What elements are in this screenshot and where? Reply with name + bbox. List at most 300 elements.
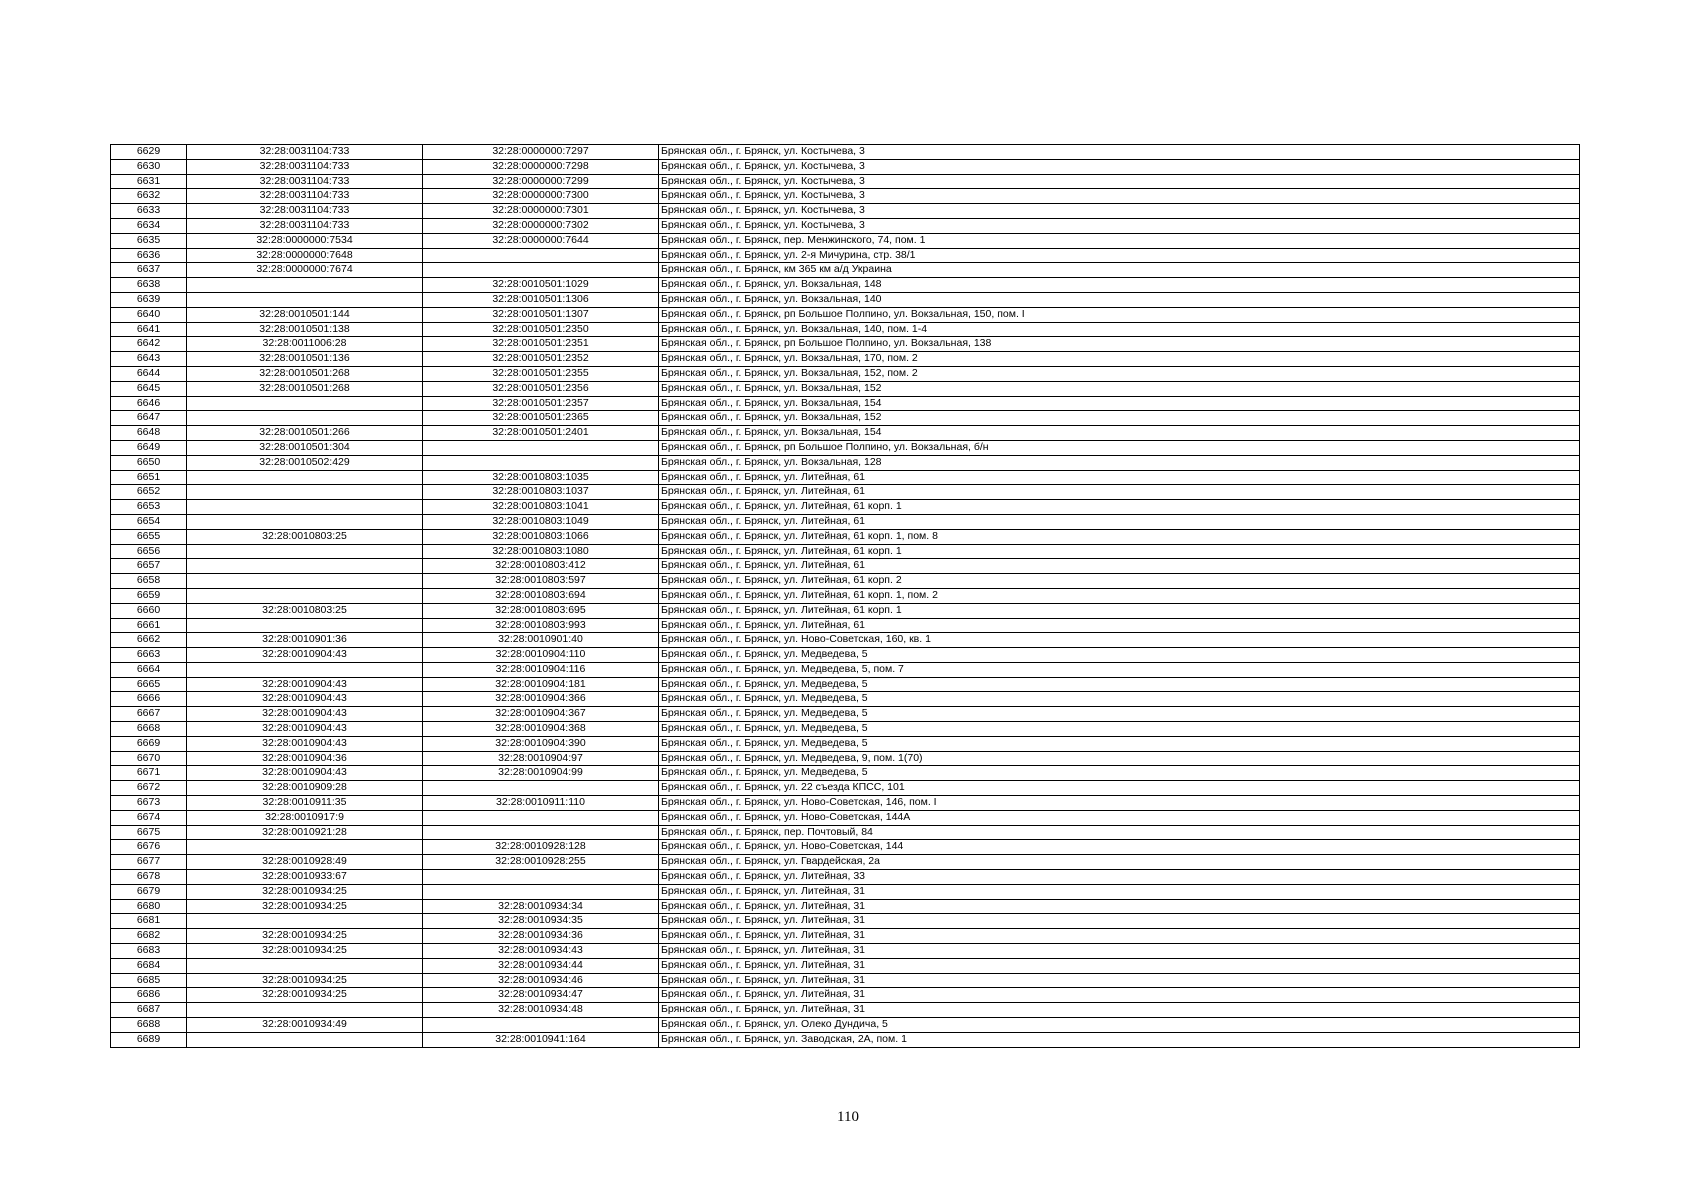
- row-number-cell: 6638: [111, 278, 187, 293]
- object-number-cell: 32:28:0010904:99: [423, 766, 659, 781]
- object-number-cell: 32:28:0010501:1306: [423, 292, 659, 307]
- address-cell: Брянская обл., г. Брянск, ул. Вокзальная, 152: [659, 381, 1580, 396]
- address-cell: Брянская обл., г. Брянск, ул. 2-я Мичурина, стр. 38/1: [659, 248, 1580, 263]
- parcel-number-cell: 32:28:0010921:28: [187, 825, 423, 840]
- row-number-cell: 6655: [111, 529, 187, 544]
- object-number-cell: 32:28:0010934:48: [423, 1003, 659, 1018]
- row-number-cell: 6687: [111, 1003, 187, 1018]
- parcel-number-cell: 32:28:0000000:7648: [187, 248, 423, 263]
- table-row: [111, 1032, 1580, 1047]
- row-number-cell: 6679: [111, 884, 187, 899]
- object-number-cell: [423, 455, 659, 470]
- parcel-number-cell: 32:28:0010934:25: [187, 884, 423, 899]
- table-row: [111, 337, 1580, 352]
- address-cell: Брянская обл., г. Брянск, ул. Литейная, 31: [659, 973, 1580, 988]
- row-number-cell: 6680: [111, 899, 187, 914]
- parcel-number-cell: 32:28:0010917:9: [187, 810, 423, 825]
- parcel-number-cell: 32:28:0010904:43: [187, 692, 423, 707]
- parcel-number-cell: [187, 396, 423, 411]
- object-number-cell: 32:28:0010904:366: [423, 692, 659, 707]
- parcel-number-cell: 32:28:0010934:25: [187, 973, 423, 988]
- row-number-cell: 6660: [111, 603, 187, 618]
- object-number-cell: 32:28:0000000:7302: [423, 218, 659, 233]
- row-number-cell: 6683: [111, 944, 187, 959]
- table-row: [111, 440, 1580, 455]
- row-number-cell: 6668: [111, 722, 187, 737]
- address-cell: Брянская обл., г. Брянск, ул. Литейная, 31: [659, 988, 1580, 1003]
- table-row: [111, 722, 1580, 737]
- object-number-cell: 32:28:0010904:181: [423, 677, 659, 692]
- table-row: [111, 825, 1580, 840]
- row-number-cell: 6650: [111, 455, 187, 470]
- row-number-cell: 6669: [111, 736, 187, 751]
- address-cell: Брянская обл., г. Брянск, ул. Вокзальная, 154: [659, 426, 1580, 441]
- parcel-number-cell: 32:28:0010934:25: [187, 899, 423, 914]
- object-number-cell: [423, 263, 659, 278]
- object-number-cell: 32:28:0010501:2357: [423, 396, 659, 411]
- table-row: [111, 588, 1580, 603]
- parcel-number-cell: 32:28:0010904:43: [187, 648, 423, 663]
- address-cell: Брянская обл., г. Брянск, км 365 км а/д Украина: [659, 263, 1580, 278]
- parcel-number-cell: 32:28:0010901:36: [187, 633, 423, 648]
- parcel-number-cell: 32:28:0010803:25: [187, 529, 423, 544]
- parcel-number-cell: 32:28:0000000:7674: [187, 263, 423, 278]
- table-row: [111, 529, 1580, 544]
- address-cell: Брянская обл., г. Брянск, ул. Литейная, 33: [659, 870, 1580, 885]
- object-number-cell: 32:28:0010501:2352: [423, 352, 659, 367]
- parcel-number-cell: 32:28:0031104:733: [187, 204, 423, 219]
- parcel-number-cell: 32:28:0010904:43: [187, 722, 423, 737]
- table-row: [111, 455, 1580, 470]
- row-number-cell: 6647: [111, 411, 187, 426]
- parcel-number-cell: 32:28:0010928:49: [187, 855, 423, 870]
- object-number-cell: 32:28:0010803:412: [423, 559, 659, 574]
- address-cell: Брянская обл., г. Брянск, ул. Литейная, 61: [659, 514, 1580, 529]
- table-row: [111, 218, 1580, 233]
- address-cell: Брянская обл., г. Брянск, ул. Медведева, 5: [659, 722, 1580, 737]
- row-number-cell: 6640: [111, 307, 187, 322]
- table-row: [111, 958, 1580, 973]
- parcel-number-cell: [187, 544, 423, 559]
- table-row: [111, 396, 1580, 411]
- table-row: [111, 470, 1580, 485]
- row-number-cell: 6644: [111, 366, 187, 381]
- object-number-cell: [423, 810, 659, 825]
- object-number-cell: [423, 870, 659, 885]
- address-cell: Брянская обл., г. Брянск, ул. Вокзальная, 170, пом. 2: [659, 352, 1580, 367]
- object-number-cell: [423, 825, 659, 840]
- table-row: [111, 500, 1580, 515]
- object-number-cell: 32:28:0010904:116: [423, 662, 659, 677]
- table-row: [111, 633, 1580, 648]
- row-number-cell: 6648: [111, 426, 187, 441]
- address-cell: Брянская обл., г. Брянск, ул. Вокзальная, 140, пом. 1-4: [659, 322, 1580, 337]
- object-number-cell: 32:28:0000000:7300: [423, 189, 659, 204]
- table-row: [111, 233, 1580, 248]
- parcel-number-cell: [187, 662, 423, 677]
- object-number-cell: 32:28:0000000:7644: [423, 233, 659, 248]
- object-number-cell: 32:28:0010803:1066: [423, 529, 659, 544]
- table-row: [111, 766, 1580, 781]
- object-number-cell: 32:28:0010904:368: [423, 722, 659, 737]
- parcel-number-cell: 32:28:0010933:67: [187, 870, 423, 885]
- address-cell: Брянская обл., г. Брянск, ул. Медведева, 5: [659, 736, 1580, 751]
- table-row: [111, 736, 1580, 751]
- table-row: [111, 352, 1580, 367]
- address-cell: Брянская обл., г. Брянск, ул. Костычева, 3: [659, 174, 1580, 189]
- object-number-cell: 32:28:0010803:1080: [423, 544, 659, 559]
- table-row: [111, 544, 1580, 559]
- row-number-cell: 6674: [111, 810, 187, 825]
- address-cell: Брянская обл., г. Брянск, ул. Костычева, 3: [659, 145, 1580, 160]
- object-number-cell: 32:28:0010501:2356: [423, 381, 659, 396]
- object-number-cell: 32:28:0010501:2365: [423, 411, 659, 426]
- object-number-cell: 32:28:0010501:1307: [423, 307, 659, 322]
- parcel-number-cell: [187, 1003, 423, 1018]
- parcel-number-cell: [187, 588, 423, 603]
- row-number-cell: 6667: [111, 707, 187, 722]
- row-number-cell: 6654: [111, 514, 187, 529]
- address-cell: Брянская обл., г. Брянск, ул. Вокзальная, 152: [659, 411, 1580, 426]
- table-row: [111, 692, 1580, 707]
- object-number-cell: 32:28:0010904:367: [423, 707, 659, 722]
- table-row: [111, 174, 1580, 189]
- address-cell: Брянская обл., г. Брянск, ул. Литейная, 61 корп. 1: [659, 544, 1580, 559]
- address-cell: Брянская обл., г. Брянск, ул. Костычева, 3: [659, 189, 1580, 204]
- table-row: [111, 751, 1580, 766]
- address-cell: Брянская обл., г. Брянск, ул. Литейная, 61: [659, 559, 1580, 574]
- address-cell: Брянская обл., г. Брянск, рп Большое Полпино, ул. Вокзальная, б/н: [659, 440, 1580, 455]
- parcel-number-cell: 32:28:0031104:733: [187, 145, 423, 160]
- parcel-number-cell: 32:28:0010934:25: [187, 944, 423, 959]
- object-number-cell: 32:28:0000000:7298: [423, 159, 659, 174]
- address-cell: Брянская обл., г. Брянск, ул. Ново-Советская, 144А: [659, 810, 1580, 825]
- object-number-cell: 32:28:0010803:694: [423, 588, 659, 603]
- row-number-cell: 6673: [111, 796, 187, 811]
- table-row: [111, 145, 1580, 160]
- row-number-cell: 6641: [111, 322, 187, 337]
- parcel-number-cell: 32:28:0010502:429: [187, 455, 423, 470]
- parcel-number-cell: 32:28:0031104:733: [187, 159, 423, 174]
- parcel-number-cell: [187, 840, 423, 855]
- parcel-number-cell: [187, 559, 423, 574]
- table-row: [111, 381, 1580, 396]
- object-number-cell: 32:28:0010803:1035: [423, 470, 659, 485]
- table-row: [111, 322, 1580, 337]
- object-number-cell: 32:28:0010934:36: [423, 929, 659, 944]
- address-cell: Брянская обл., г. Брянск, ул. Медведева, 5: [659, 707, 1580, 722]
- table-row: [111, 662, 1580, 677]
- parcel-number-cell: 32:28:0010934:49: [187, 1018, 423, 1033]
- address-cell: Брянская обл., г. Брянск, ул. Литейная, 31: [659, 884, 1580, 899]
- object-number-cell: 32:28:0010934:35: [423, 914, 659, 929]
- parcel-number-cell: [187, 292, 423, 307]
- object-number-cell: 32:28:0010934:43: [423, 944, 659, 959]
- row-number-cell: 6634: [111, 218, 187, 233]
- table-row: [111, 366, 1580, 381]
- address-cell: Брянская обл., г. Брянск, ул. Литейная, 61 корп. 1, пом. 2: [659, 588, 1580, 603]
- object-number-cell: 32:28:0010501:2401: [423, 426, 659, 441]
- table-row: [111, 810, 1580, 825]
- parcel-number-cell: 32:28:0011006:28: [187, 337, 423, 352]
- row-number-cell: 6639: [111, 292, 187, 307]
- table-row: [111, 559, 1580, 574]
- table-row: [111, 248, 1580, 263]
- address-cell: Брянская обл., г. Брянск, пер. Менжинского, 74, пом. 1: [659, 233, 1580, 248]
- table-row: [111, 677, 1580, 692]
- object-number-cell: 32:28:0010803:597: [423, 574, 659, 589]
- table-row: [111, 292, 1580, 307]
- object-number-cell: 32:28:0010928:255: [423, 855, 659, 870]
- object-number-cell: [423, 884, 659, 899]
- table-row: [111, 1018, 1580, 1033]
- object-number-cell: [423, 1018, 659, 1033]
- parcel-number-cell: [187, 574, 423, 589]
- table-row: [111, 988, 1580, 1003]
- parcel-number-cell: [187, 1032, 423, 1047]
- parcel-number-cell: [187, 514, 423, 529]
- row-number-cell: 6681: [111, 914, 187, 929]
- object-number-cell: 32:28:0010501:2350: [423, 322, 659, 337]
- row-number-cell: 6686: [111, 988, 187, 1003]
- table-row: [111, 929, 1580, 944]
- object-number-cell: [423, 781, 659, 796]
- row-number-cell: 6631: [111, 174, 187, 189]
- address-cell: Брянская обл., г. Брянск, ул. Литейная, 31: [659, 1003, 1580, 1018]
- object-number-cell: 32:28:0010904:110: [423, 648, 659, 663]
- parcel-number-cell: [187, 500, 423, 515]
- parcel-number-cell: [187, 914, 423, 929]
- address-cell: Брянская обл., г. Брянск, ул. Вокзальная, 128: [659, 455, 1580, 470]
- table-row: [111, 263, 1580, 278]
- parcel-number-cell: 32:28:0000000:7534: [187, 233, 423, 248]
- address-cell: Брянская обл., г. Брянск, ул. Ново-Советская, 160, кв. 1: [659, 633, 1580, 648]
- address-cell: Брянская обл., г. Брянск, ул. Литейная, 31: [659, 929, 1580, 944]
- parcel-number-cell: [187, 958, 423, 973]
- row-number-cell: 6630: [111, 159, 187, 174]
- row-number-cell: 6661: [111, 618, 187, 633]
- address-cell: Брянская обл., г. Брянск, ул. Вокзальная, 152, пом. 2: [659, 366, 1580, 381]
- address-cell: Брянская обл., г. Брянск, пер. Почтовый, 84: [659, 825, 1580, 840]
- parcel-number-cell: 32:28:0031104:733: [187, 218, 423, 233]
- row-number-cell: 6676: [111, 840, 187, 855]
- table-row: [111, 307, 1580, 322]
- row-number-cell: 6678: [111, 870, 187, 885]
- address-cell: Брянская обл., г. Брянск, ул. Медведева, 5: [659, 692, 1580, 707]
- address-cell: Брянская обл., г. Брянск, ул. Литейная, 61 корп. 2: [659, 574, 1580, 589]
- address-cell: Брянская обл., г. Брянск, ул. Литейная, 31: [659, 958, 1580, 973]
- table-row: [111, 159, 1580, 174]
- object-number-cell: 32:28:0010803:1041: [423, 500, 659, 515]
- row-number-cell: 6636: [111, 248, 187, 263]
- row-number-cell: 6657: [111, 559, 187, 574]
- table-row: [111, 278, 1580, 293]
- object-number-cell: 32:28:0010934:47: [423, 988, 659, 1003]
- table-row: [111, 411, 1580, 426]
- object-number-cell: 32:28:0000000:7299: [423, 174, 659, 189]
- address-cell: Брянская обл., г. Брянск, ул. Литейная, 31: [659, 944, 1580, 959]
- row-number-cell: 6629: [111, 145, 187, 160]
- parcel-number-cell: 32:28:0010904:43: [187, 707, 423, 722]
- address-cell: Брянская обл., г. Брянск, ул. Литейная, 61 корп. 1, пом. 8: [659, 529, 1580, 544]
- table-row: [111, 204, 1580, 219]
- parcel-number-cell: 32:28:0010904:36: [187, 751, 423, 766]
- address-cell: Брянская обл., г. Брянск, ул. Литейная, 61 корп. 1: [659, 603, 1580, 618]
- table-row: [111, 514, 1580, 529]
- address-cell: Брянская обл., г. Брянск, рп Большое Полпино, ул. Вокзальная, 150, пом. I: [659, 307, 1580, 322]
- row-number-cell: 6646: [111, 396, 187, 411]
- object-number-cell: 32:28:0000000:7301: [423, 204, 659, 219]
- row-number-cell: 6632: [111, 189, 187, 204]
- row-number-cell: 6684: [111, 958, 187, 973]
- parcel-number-cell: 32:28:0010904:43: [187, 677, 423, 692]
- table-body: [111, 145, 1580, 1048]
- parcel-number-cell: 32:28:0031104:733: [187, 189, 423, 204]
- object-number-cell: 32:28:0010501:2355: [423, 366, 659, 381]
- address-cell: Брянская обл., г. Брянск, ул. Медведева, 5, пом. 7: [659, 662, 1580, 677]
- row-number-cell: 6672: [111, 781, 187, 796]
- object-number-cell: 32:28:0010934:34: [423, 899, 659, 914]
- address-cell: Брянская обл., г. Брянск, ул. Костычева, 3: [659, 159, 1580, 174]
- table-row: [111, 914, 1580, 929]
- table-row: [111, 426, 1580, 441]
- object-number-cell: 32:28:0010803:695: [423, 603, 659, 618]
- address-cell: Брянская обл., г. Брянск, ул. Литейная, 61 корп. 1: [659, 500, 1580, 515]
- object-number-cell: 32:28:0010928:128: [423, 840, 659, 855]
- page-number: 110: [837, 1109, 859, 1125]
- object-number-cell: [423, 440, 659, 455]
- row-number-cell: 6633: [111, 204, 187, 219]
- table-row: [111, 899, 1580, 914]
- row-number-cell: 6685: [111, 973, 187, 988]
- row-number-cell: 6682: [111, 929, 187, 944]
- address-cell: Брянская обл., г. Брянск, рп Большое Полпино, ул. Вокзальная, 138: [659, 337, 1580, 352]
- parcel-number-cell: 32:28:0010501:268: [187, 381, 423, 396]
- parcel-number-cell: 32:28:0010911:35: [187, 796, 423, 811]
- row-number-cell: 6643: [111, 352, 187, 367]
- parcel-number-cell: 32:28:0010501:138: [187, 322, 423, 337]
- address-cell: Брянская обл., г. Брянск, ул. Литейная, 31: [659, 899, 1580, 914]
- parcel-number-cell: 32:28:0010501:136: [187, 352, 423, 367]
- object-number-cell: 32:28:0010901:40: [423, 633, 659, 648]
- row-number-cell: 6665: [111, 677, 187, 692]
- object-number-cell: 32:28:0010803:993: [423, 618, 659, 633]
- parcel-number-cell: 32:28:0010909:28: [187, 781, 423, 796]
- row-number-cell: 6663: [111, 648, 187, 663]
- address-cell: Брянская обл., г. Брянск, ул. Ново-Советская, 146, пом. I: [659, 796, 1580, 811]
- table-row: [111, 944, 1580, 959]
- table-row: [111, 648, 1580, 663]
- row-number-cell: 6662: [111, 633, 187, 648]
- object-number-cell: 32:28:0010904:97: [423, 751, 659, 766]
- parcel-number-cell: 32:28:0010501:268: [187, 366, 423, 381]
- registry-table: [110, 144, 1580, 1048]
- parcel-number-cell: 32:28:0010934:25: [187, 988, 423, 1003]
- address-cell: Брянская обл., г. Брянск, ул. Литейная, 61: [659, 470, 1580, 485]
- parcel-number-cell: 32:28:0010904:43: [187, 766, 423, 781]
- address-cell: Брянская обл., г. Брянск, ул. Вокзальная, 140: [659, 292, 1580, 307]
- table-row: [111, 884, 1580, 899]
- table-row: [111, 574, 1580, 589]
- object-number-cell: [423, 248, 659, 263]
- object-number-cell: 32:28:0010803:1049: [423, 514, 659, 529]
- table-row: [111, 973, 1580, 988]
- row-number-cell: 6689: [111, 1032, 187, 1047]
- row-number-cell: 6652: [111, 485, 187, 500]
- row-number-cell: 6666: [111, 692, 187, 707]
- table-row: [111, 781, 1580, 796]
- address-cell: Брянская обл., г. Брянск, ул. Вокзальная, 148: [659, 278, 1580, 293]
- object-number-cell: 32:28:0010934:46: [423, 973, 659, 988]
- parcel-number-cell: 32:28:0010934:25: [187, 929, 423, 944]
- row-number-cell: 6637: [111, 263, 187, 278]
- address-cell: Брянская обл., г. Брянск, ул. Костычева, 3: [659, 204, 1580, 219]
- row-number-cell: 6664: [111, 662, 187, 677]
- row-number-cell: 6642: [111, 337, 187, 352]
- address-cell: Брянская обл., г. Брянск, ул. Литейная, 61: [659, 485, 1580, 500]
- object-number-cell: 32:28:0010934:44: [423, 958, 659, 973]
- object-number-cell: 32:28:0010941:164: [423, 1032, 659, 1047]
- table-row: [111, 796, 1580, 811]
- object-number-cell: 32:28:0010501:2351: [423, 337, 659, 352]
- row-number-cell: 6653: [111, 500, 187, 515]
- table-row: [111, 870, 1580, 885]
- object-number-cell: 32:28:0010904:390: [423, 736, 659, 751]
- address-cell: Брянская обл., г. Брянск, ул. Ново-Советская, 144: [659, 840, 1580, 855]
- row-number-cell: 6659: [111, 588, 187, 603]
- parcel-number-cell: [187, 618, 423, 633]
- address-cell: Брянская обл., г. Брянск, ул. Гвардейская, 2а: [659, 855, 1580, 870]
- row-number-cell: 6649: [111, 440, 187, 455]
- object-number-cell: 32:28:0010911:110: [423, 796, 659, 811]
- address-cell: Брянская обл., г. Брянск, ул. Медведева, 5: [659, 648, 1580, 663]
- address-cell: Брянская обл., г. Брянск, ул. Медведева, 9, пом. 1(70): [659, 751, 1580, 766]
- table-row: [111, 603, 1580, 618]
- address-cell: Брянская обл., г. Брянск, ул. Костычева, 3: [659, 218, 1580, 233]
- address-cell: Брянская обл., г. Брянск, ул. Заводская, 2А, пом. 1: [659, 1032, 1580, 1047]
- row-number-cell: 6635: [111, 233, 187, 248]
- row-number-cell: 6645: [111, 381, 187, 396]
- table-row: [111, 189, 1580, 204]
- object-number-cell: 32:28:0000000:7297: [423, 145, 659, 160]
- parcel-number-cell: 32:28:0010501:304: [187, 440, 423, 455]
- row-number-cell: 6677: [111, 855, 187, 870]
- table-row: [111, 840, 1580, 855]
- table-row: [111, 485, 1580, 500]
- object-number-cell: 32:28:0010803:1037: [423, 485, 659, 500]
- address-cell: Брянская обл., г. Брянск, ул. Литейная, 61: [659, 618, 1580, 633]
- address-cell: Брянская обл., г. Брянск, ул. Медведева, 5: [659, 677, 1580, 692]
- row-number-cell: 6670: [111, 751, 187, 766]
- parcel-number-cell: 32:28:0010803:25: [187, 603, 423, 618]
- row-number-cell: 6675: [111, 825, 187, 840]
- parcel-number-cell: 32:28:0010904:43: [187, 736, 423, 751]
- address-cell: Брянская обл., г. Брянск, ул. Медведева, 5: [659, 766, 1580, 781]
- parcel-number-cell: 32:28:0010501:266: [187, 426, 423, 441]
- parcel-number-cell: 32:28:0031104:733: [187, 174, 423, 189]
- table-row: [111, 707, 1580, 722]
- table-row: [111, 618, 1580, 633]
- address-cell: Брянская обл., г. Брянск, ул. Вокзальная, 154: [659, 396, 1580, 411]
- row-number-cell: 6651: [111, 470, 187, 485]
- parcel-number-cell: [187, 411, 423, 426]
- parcel-number-cell: [187, 470, 423, 485]
- object-number-cell: 32:28:0010501:1029: [423, 278, 659, 293]
- parcel-number-cell: [187, 485, 423, 500]
- table-row: [111, 1003, 1580, 1018]
- row-number-cell: 6656: [111, 544, 187, 559]
- address-cell: Брянская обл., г. Брянск, ул. Литейная, 31: [659, 914, 1580, 929]
